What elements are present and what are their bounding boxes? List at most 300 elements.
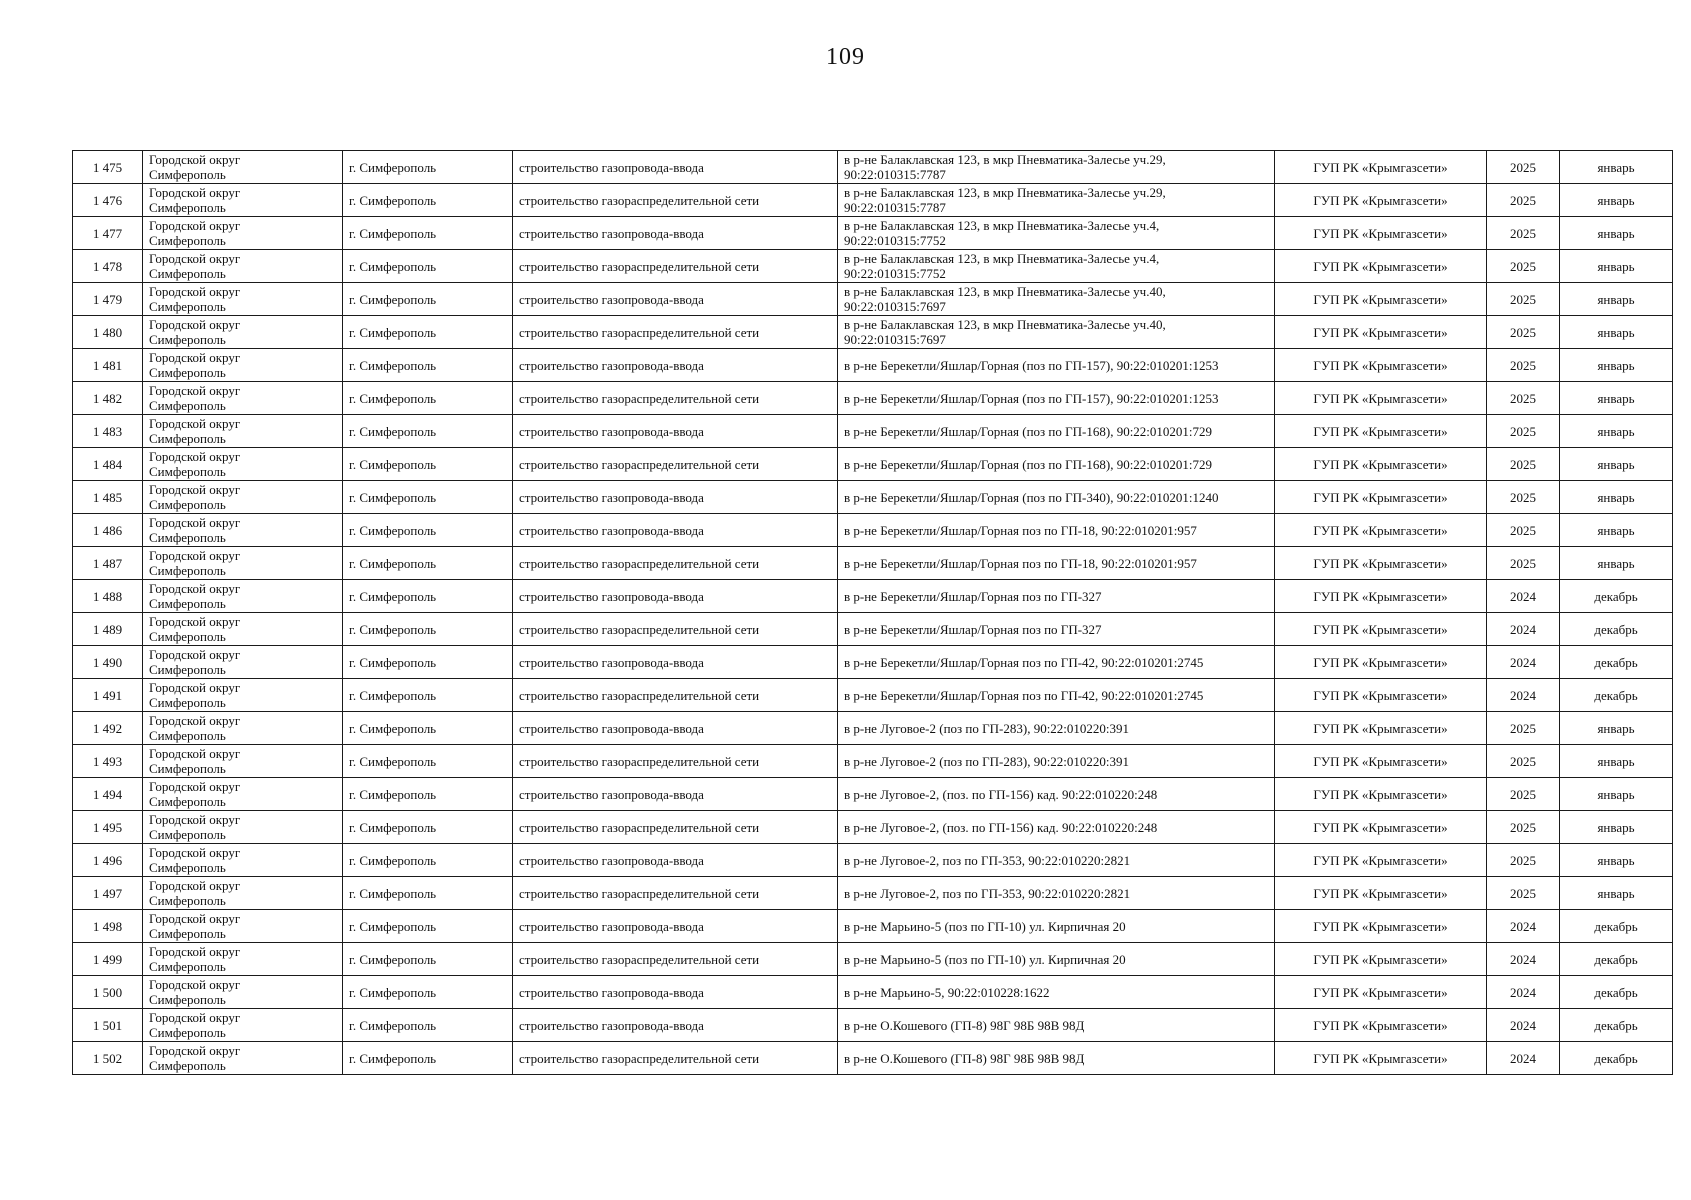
district-cell bbox=[143, 415, 343, 448]
address-cell-line: в р-не Балаклавская 123, в мкр Пневматика-Залесье уч.29, bbox=[844, 152, 1166, 167]
district-cell-line: Симферополь bbox=[149, 299, 226, 314]
organization-cell: ГУП РК «Крымгазсети» bbox=[1275, 613, 1487, 646]
month-cell: январь bbox=[1560, 811, 1673, 844]
row-number-cell: 1 479 bbox=[73, 283, 143, 316]
address-cell-line: в р-не О.Кошевого (ГП-8) 98Г 98Б 98В 98Д bbox=[844, 1050, 1085, 1066]
year-cell: 2025 bbox=[1487, 547, 1560, 580]
organization-cell: ГУП РК «Крымгазсети» bbox=[1275, 283, 1487, 316]
work-type-cell: строительство газораспределительной сети bbox=[513, 745, 838, 778]
district-cell-line: Городской округ bbox=[149, 515, 241, 530]
district-cell bbox=[143, 877, 343, 910]
district-cell-line: Симферополь bbox=[149, 431, 226, 446]
district-cell-line: Симферополь bbox=[149, 332, 226, 347]
address-cell-line: в р-не Берекетли/Яшлар/Горная поз по ГП-327 bbox=[844, 621, 1102, 637]
year-cell: 2025 bbox=[1487, 745, 1560, 778]
address-cell-line: в р-не Берекетли/Яшлар/Горная поз по ГП-327 bbox=[844, 588, 1102, 604]
month-cell: декабрь bbox=[1560, 646, 1673, 679]
table-row bbox=[73, 481, 1673, 514]
table-row bbox=[73, 184, 1673, 217]
organization-cell: ГУП РК «Крымгазсети» bbox=[1275, 514, 1487, 547]
location-cell: г. Симферополь bbox=[343, 283, 513, 316]
registry-table bbox=[72, 150, 1673, 1075]
district-cell bbox=[143, 679, 343, 712]
district-cell-line: Симферополь bbox=[149, 365, 226, 380]
location-cell: г. Симферополь bbox=[343, 448, 513, 481]
district-cell bbox=[143, 910, 343, 943]
year-cell: 2025 bbox=[1487, 217, 1560, 250]
location-cell: г. Симферополь bbox=[343, 844, 513, 877]
district-cell-line: Городской округ bbox=[149, 284, 241, 299]
address-cell bbox=[838, 184, 1275, 217]
organization-cell: ГУП РК «Крымгазсети» bbox=[1275, 250, 1487, 283]
address-cell bbox=[838, 745, 1275, 778]
row-number-cell: 1 481 bbox=[73, 349, 143, 382]
year-cell: 2025 bbox=[1487, 481, 1560, 514]
work-type-cell: строительство газораспределительной сети bbox=[513, 316, 838, 349]
district-cell-line: Симферополь bbox=[149, 992, 226, 1007]
year-cell: 2024 bbox=[1487, 943, 1560, 976]
district-cell bbox=[143, 580, 343, 613]
location-cell: г. Симферополь bbox=[343, 1042, 513, 1075]
organization-cell: ГУП РК «Крымгазсети» bbox=[1275, 217, 1487, 250]
district-cell bbox=[143, 217, 343, 250]
location-cell: г. Симферополь bbox=[343, 745, 513, 778]
district-cell-line: Городской округ bbox=[149, 416, 241, 431]
address-cell-line: в р-не Луговое-2, поз по ГП-353, 90:22:010220:2821 bbox=[844, 852, 1131, 868]
location-cell: г. Симферополь bbox=[343, 646, 513, 679]
table-row bbox=[73, 1042, 1673, 1075]
district-cell-line: Симферополь bbox=[149, 398, 226, 413]
organization-cell: ГУП РК «Крымгазсети» bbox=[1275, 745, 1487, 778]
work-type-cell: строительство газопровода-ввода bbox=[513, 481, 838, 514]
work-type-cell: строительство газораспределительной сети bbox=[513, 184, 838, 217]
district-cell-line: Городской округ bbox=[149, 647, 241, 662]
row-number-cell: 1 489 bbox=[73, 613, 143, 646]
district-cell-line: Городской округ bbox=[149, 449, 241, 464]
address-cell-line: в р-не Луговое-2, (поз. по ГП-156) кад. 90:22:010220:248 bbox=[844, 819, 1158, 835]
row-number-cell: 1 502 bbox=[73, 1042, 143, 1075]
address-cell-line: в р-не О.Кошевого (ГП-8) 98Г 98Б 98В 98Д bbox=[844, 1017, 1085, 1033]
row-number-cell: 1 501 bbox=[73, 1009, 143, 1042]
district-cell-line: Симферополь bbox=[149, 200, 226, 215]
district-cell bbox=[143, 250, 343, 283]
table-row bbox=[73, 250, 1673, 283]
location-cell: г. Симферополь bbox=[343, 910, 513, 943]
work-type-cell: строительство газораспределительной сети bbox=[513, 943, 838, 976]
table-row bbox=[73, 712, 1673, 745]
address-cell bbox=[838, 613, 1275, 646]
district-cell-line: Симферополь bbox=[149, 695, 226, 710]
address-cell bbox=[838, 580, 1275, 613]
work-type-cell: строительство газопровода-ввода bbox=[513, 514, 838, 547]
table-row bbox=[73, 217, 1673, 250]
address-cell-line: в р-не Марьино-5, 90:22:010228:1622 bbox=[844, 984, 1050, 1000]
year-cell: 2025 bbox=[1487, 316, 1560, 349]
month-cell: январь bbox=[1560, 547, 1673, 580]
year-cell: 2025 bbox=[1487, 250, 1560, 283]
district-cell-line: Городской округ bbox=[149, 218, 241, 233]
address-cell-line: в р-не Марьино-5 (поз по ГП-10) ул. Кирпичная 20 bbox=[844, 951, 1126, 967]
district-cell-line: Городской округ bbox=[149, 845, 241, 860]
table-row bbox=[73, 547, 1673, 580]
work-type-cell: строительство газопровода-ввода bbox=[513, 283, 838, 316]
address-cell bbox=[838, 976, 1275, 1009]
address-cell-line: в р-не Берекетли/Яшлар/Горная (поз по ГП-340), 90:22:010201:1240 bbox=[844, 489, 1219, 505]
month-cell: январь bbox=[1560, 745, 1673, 778]
district-cell-line: Городской округ bbox=[149, 878, 241, 893]
row-number-cell: 1 480 bbox=[73, 316, 143, 349]
district-cell-line: Городской округ bbox=[149, 746, 241, 761]
address-cell-line: 90:22:010315:7752 bbox=[844, 233, 946, 248]
address-cell bbox=[838, 349, 1275, 382]
table-row bbox=[73, 646, 1673, 679]
year-cell: 2024 bbox=[1487, 910, 1560, 943]
work-type-cell: строительство газопровода-ввода bbox=[513, 1009, 838, 1042]
district-cell-line: Городской округ bbox=[149, 614, 241, 629]
organization-cell: ГУП РК «Крымгазсети» bbox=[1275, 547, 1487, 580]
month-cell: январь bbox=[1560, 184, 1673, 217]
address-cell-line: 90:22:010315:7697 bbox=[844, 299, 946, 314]
table-row bbox=[73, 316, 1673, 349]
work-type-cell: строительство газопровода-ввода bbox=[513, 580, 838, 613]
location-cell: г. Симферополь bbox=[343, 778, 513, 811]
year-cell: 2024 bbox=[1487, 679, 1560, 712]
row-number-cell: 1 485 bbox=[73, 481, 143, 514]
address-cell bbox=[838, 250, 1275, 283]
district-cell-line: Городской округ bbox=[149, 779, 241, 794]
district-cell bbox=[143, 976, 343, 1009]
district-cell-line: Городской округ bbox=[149, 251, 241, 266]
district-cell-line: Городской округ bbox=[149, 1010, 241, 1025]
organization-cell: ГУП РК «Крымгазсети» bbox=[1275, 976, 1487, 1009]
address-cell bbox=[838, 877, 1275, 910]
district-cell-line: Городской округ bbox=[149, 581, 241, 596]
location-cell: г. Симферополь bbox=[343, 1009, 513, 1042]
district-cell bbox=[143, 382, 343, 415]
work-type-cell: строительство газораспределительной сети bbox=[513, 448, 838, 481]
location-cell: г. Симферополь bbox=[343, 250, 513, 283]
organization-cell: ГУП РК «Крымгазсети» bbox=[1275, 481, 1487, 514]
table-row bbox=[73, 415, 1673, 448]
district-cell bbox=[143, 1042, 343, 1075]
district-cell bbox=[143, 613, 343, 646]
district-cell-line: Симферополь bbox=[149, 563, 226, 578]
location-cell: г. Симферополь bbox=[343, 481, 513, 514]
address-cell-line: в р-не Берекетли/Яшлар/Горная (поз по ГП-168), 90:22:010201:729 bbox=[844, 456, 1213, 472]
month-cell: январь bbox=[1560, 448, 1673, 481]
address-cell-line: 90:22:010315:7787 bbox=[844, 167, 946, 182]
row-number-cell: 1 478 bbox=[73, 250, 143, 283]
work-type-cell: строительство газопровода-ввода bbox=[513, 217, 838, 250]
work-type-cell: строительство газораспределительной сети bbox=[513, 547, 838, 580]
location-cell: г. Симферополь bbox=[343, 811, 513, 844]
address-cell-line: в р-не Луговое-2, поз по ГП-353, 90:22:010220:2821 bbox=[844, 885, 1131, 901]
table-row bbox=[73, 778, 1673, 811]
district-cell bbox=[143, 448, 343, 481]
work-type-cell: строительство газопровода-ввода bbox=[513, 910, 838, 943]
year-cell: 2025 bbox=[1487, 382, 1560, 415]
row-number-cell: 1 475 bbox=[73, 151, 143, 184]
district-cell-line: Симферополь bbox=[149, 893, 226, 908]
year-cell: 2024 bbox=[1487, 1042, 1560, 1075]
month-cell: декабрь bbox=[1560, 943, 1673, 976]
district-cell-line: Городской округ bbox=[149, 482, 241, 497]
district-cell bbox=[143, 316, 343, 349]
location-cell: г. Симферополь bbox=[343, 151, 513, 184]
address-cell-line: в р-не Балаклавская 123, в мкр Пневматика-Залесье уч.4, bbox=[844, 218, 1160, 233]
row-number-cell: 1 484 bbox=[73, 448, 143, 481]
address-cell-line: в р-не Балаклавская 123, в мкр Пневматика-Залесье уч.40, bbox=[844, 284, 1166, 299]
address-cell bbox=[838, 1009, 1275, 1042]
table-row bbox=[73, 283, 1673, 316]
year-cell: 2025 bbox=[1487, 151, 1560, 184]
year-cell: 2025 bbox=[1487, 184, 1560, 217]
year-cell: 2025 bbox=[1487, 844, 1560, 877]
location-cell: г. Симферополь bbox=[343, 547, 513, 580]
address-cell bbox=[838, 1042, 1275, 1075]
work-type-cell: строительство газопровода-ввода bbox=[513, 151, 838, 184]
address-cell-line: в р-не Луговое-2, (поз. по ГП-156) кад. 90:22:010220:248 bbox=[844, 786, 1158, 802]
organization-cell: ГУП РК «Крымгазсети» bbox=[1275, 679, 1487, 712]
work-type-cell: строительство газораспределительной сети bbox=[513, 877, 838, 910]
month-cell: декабрь bbox=[1560, 613, 1673, 646]
month-cell: декабрь bbox=[1560, 976, 1673, 1009]
district-cell-line: Симферополь bbox=[149, 233, 226, 248]
district-cell-line: Городской округ bbox=[149, 812, 241, 827]
work-type-cell: строительство газопровода-ввода bbox=[513, 976, 838, 1009]
table-row bbox=[73, 613, 1673, 646]
year-cell: 2025 bbox=[1487, 811, 1560, 844]
month-cell: январь bbox=[1560, 877, 1673, 910]
organization-cell: ГУП РК «Крымгазсети» bbox=[1275, 151, 1487, 184]
row-number-cell: 1 498 bbox=[73, 910, 143, 943]
address-cell bbox=[838, 844, 1275, 877]
district-cell-line: Симферополь bbox=[149, 959, 226, 974]
table-row bbox=[73, 514, 1673, 547]
address-cell bbox=[838, 910, 1275, 943]
table-row bbox=[73, 943, 1673, 976]
district-cell-line: Симферополь bbox=[149, 497, 226, 512]
address-cell-line: в р-не Балаклавская 123, в мкр Пневматика-Залесье уч.4, bbox=[844, 251, 1160, 266]
month-cell: декабрь bbox=[1560, 679, 1673, 712]
address-cell bbox=[838, 283, 1275, 316]
month-cell: январь bbox=[1560, 349, 1673, 382]
organization-cell: ГУП РК «Крымгазсети» bbox=[1275, 316, 1487, 349]
table-row bbox=[73, 1009, 1673, 1042]
month-cell: январь bbox=[1560, 283, 1673, 316]
organization-cell: ГУП РК «Крымгазсети» bbox=[1275, 844, 1487, 877]
month-cell: январь bbox=[1560, 382, 1673, 415]
district-cell-line: Городской округ bbox=[149, 383, 241, 398]
row-number-cell: 1 499 bbox=[73, 943, 143, 976]
work-type-cell: строительство газораспределительной сети bbox=[513, 382, 838, 415]
location-cell: г. Симферополь bbox=[343, 184, 513, 217]
table-row bbox=[73, 448, 1673, 481]
location-cell: г. Симферополь bbox=[343, 712, 513, 745]
district-cell bbox=[143, 514, 343, 547]
organization-cell: ГУП РК «Крымгазсети» bbox=[1275, 1009, 1487, 1042]
address-cell bbox=[838, 481, 1275, 514]
district-cell-line: Симферополь bbox=[149, 728, 226, 743]
district-cell-line: Симферополь bbox=[149, 761, 226, 776]
year-cell: 2025 bbox=[1487, 877, 1560, 910]
district-cell-line: Симферополь bbox=[149, 464, 226, 479]
district-cell bbox=[143, 745, 343, 778]
row-number-cell: 1 483 bbox=[73, 415, 143, 448]
district-cell-line: Городской округ bbox=[149, 185, 241, 200]
district-cell-line: Городской округ bbox=[149, 152, 241, 167]
row-number-cell: 1 476 bbox=[73, 184, 143, 217]
organization-cell: ГУП РК «Крымгазсети» bbox=[1275, 184, 1487, 217]
work-type-cell: строительство газопровода-ввода bbox=[513, 349, 838, 382]
work-type-cell: строительство газораспределительной сети bbox=[513, 250, 838, 283]
month-cell: январь bbox=[1560, 217, 1673, 250]
organization-cell: ГУП РК «Крымгазсети» bbox=[1275, 778, 1487, 811]
district-cell-line: Симферополь bbox=[149, 860, 226, 875]
year-cell: 2024 bbox=[1487, 976, 1560, 1009]
work-type-cell: строительство газораспределительной сети bbox=[513, 1042, 838, 1075]
location-cell: г. Симферополь bbox=[343, 514, 513, 547]
address-cell-line: 90:22:010315:7697 bbox=[844, 332, 946, 347]
row-number-cell: 1 486 bbox=[73, 514, 143, 547]
location-cell: г. Симферополь bbox=[343, 580, 513, 613]
address-cell bbox=[838, 448, 1275, 481]
location-cell: г. Симферополь bbox=[343, 217, 513, 250]
year-cell: 2025 bbox=[1487, 778, 1560, 811]
month-cell: январь bbox=[1560, 481, 1673, 514]
address-cell-line: 90:22:010315:7787 bbox=[844, 200, 946, 215]
month-cell: декабрь bbox=[1560, 580, 1673, 613]
organization-cell: ГУП РК «Крымгазсети» bbox=[1275, 712, 1487, 745]
district-cell bbox=[143, 481, 343, 514]
district-cell-line: Городской округ bbox=[149, 944, 241, 959]
district-cell bbox=[143, 778, 343, 811]
location-cell: г. Симферополь bbox=[343, 976, 513, 1009]
table-row bbox=[73, 844, 1673, 877]
table-row bbox=[73, 679, 1673, 712]
address-cell-line: в р-не Берекетли/Яшлар/Горная (поз по ГП-157), 90:22:010201:1253 bbox=[844, 390, 1219, 406]
address-cell-line: 90:22:010315:7752 bbox=[844, 266, 946, 281]
year-cell: 2025 bbox=[1487, 712, 1560, 745]
district-cell-line: Городской округ bbox=[149, 350, 241, 365]
district-cell-line: Городской округ bbox=[149, 1043, 241, 1058]
address-cell bbox=[838, 679, 1275, 712]
district-cell bbox=[143, 1009, 343, 1042]
organization-cell: ГУП РК «Крымгазсети» bbox=[1275, 1042, 1487, 1075]
month-cell: декабрь bbox=[1560, 1042, 1673, 1075]
table-row bbox=[73, 910, 1673, 943]
year-cell: 2025 bbox=[1487, 514, 1560, 547]
month-cell: январь bbox=[1560, 778, 1673, 811]
organization-cell: ГУП РК «Крымгазсети» bbox=[1275, 448, 1487, 481]
row-number-cell: 1 482 bbox=[73, 382, 143, 415]
address-cell bbox=[838, 151, 1275, 184]
location-cell: г. Симферополь bbox=[343, 679, 513, 712]
table-row bbox=[73, 745, 1673, 778]
row-number-cell: 1 491 bbox=[73, 679, 143, 712]
work-type-cell: строительство газопровода-ввода bbox=[513, 415, 838, 448]
row-number-cell: 1 496 bbox=[73, 844, 143, 877]
district-cell-line: Симферополь bbox=[149, 596, 226, 611]
year-cell: 2024 bbox=[1487, 580, 1560, 613]
district-cell bbox=[143, 943, 343, 976]
registry-rows bbox=[73, 151, 1673, 1075]
month-cell: январь bbox=[1560, 514, 1673, 547]
month-cell: январь bbox=[1560, 712, 1673, 745]
month-cell: январь bbox=[1560, 415, 1673, 448]
page-number: 109 bbox=[826, 44, 865, 70]
work-type-cell: строительство газораспределительной сети bbox=[513, 679, 838, 712]
district-cell-line: Симферополь bbox=[149, 167, 226, 182]
table-row bbox=[73, 811, 1673, 844]
address-cell-line: в р-не Балаклавская 123, в мкр Пневматика-Залесье уч.40, bbox=[844, 317, 1166, 332]
district-cell-line: Симферополь bbox=[149, 266, 226, 281]
row-number-cell: 1 488 bbox=[73, 580, 143, 613]
year-cell: 2025 bbox=[1487, 448, 1560, 481]
address-cell bbox=[838, 646, 1275, 679]
location-cell: г. Симферополь bbox=[343, 349, 513, 382]
location-cell: г. Симферополь bbox=[343, 613, 513, 646]
organization-cell: ГУП РК «Крымгазсети» bbox=[1275, 580, 1487, 613]
district-cell bbox=[143, 151, 343, 184]
address-cell bbox=[838, 217, 1275, 250]
district-cell bbox=[143, 844, 343, 877]
district-cell-line: Симферополь bbox=[149, 662, 226, 677]
address-cell bbox=[838, 514, 1275, 547]
district-cell bbox=[143, 283, 343, 316]
row-number-cell: 1 494 bbox=[73, 778, 143, 811]
location-cell: г. Симферополь bbox=[343, 316, 513, 349]
location-cell: г. Симферополь bbox=[343, 415, 513, 448]
row-number-cell: 1 497 bbox=[73, 877, 143, 910]
row-number-cell: 1 493 bbox=[73, 745, 143, 778]
table-row bbox=[73, 349, 1673, 382]
month-cell: январь bbox=[1560, 151, 1673, 184]
organization-cell: ГУП РК «Крымгазсети» bbox=[1275, 811, 1487, 844]
year-cell: 2024 bbox=[1487, 646, 1560, 679]
district-cell-line: Городской округ bbox=[149, 548, 241, 563]
work-type-cell: строительство газопровода-ввода bbox=[513, 844, 838, 877]
location-cell: г. Симферополь bbox=[343, 877, 513, 910]
district-cell bbox=[143, 184, 343, 217]
work-type-cell: строительство газораспределительной сети bbox=[513, 613, 838, 646]
month-cell: декабрь bbox=[1560, 910, 1673, 943]
address-cell-line: в р-не Берекетли/Яшлар/Горная поз по ГП-42, 90:22:010201:2745 bbox=[844, 687, 1204, 703]
work-type-cell: строительство газопровода-ввода bbox=[513, 778, 838, 811]
year-cell: 2025 bbox=[1487, 283, 1560, 316]
district-cell-line: Городской округ bbox=[149, 977, 241, 992]
work-type-cell: строительство газораспределительной сети bbox=[513, 811, 838, 844]
address-cell-line: в р-не Балаклавская 123, в мкр Пневматика-Залесье уч.29, bbox=[844, 185, 1166, 200]
district-cell-line: Городской округ bbox=[149, 317, 241, 332]
year-cell: 2025 bbox=[1487, 415, 1560, 448]
row-number-cell: 1 500 bbox=[73, 976, 143, 1009]
address-cell bbox=[838, 382, 1275, 415]
district-cell bbox=[143, 712, 343, 745]
table-row bbox=[73, 580, 1673, 613]
organization-cell: ГУП РК «Крымгазсети» bbox=[1275, 646, 1487, 679]
district-cell-line: Симферополь bbox=[149, 794, 226, 809]
address-cell-line: в р-не Берекетли/Яшлар/Горная поз по ГП-18, 90:22:010201:957 bbox=[844, 555, 1197, 571]
district-cell bbox=[143, 811, 343, 844]
district-cell-line: Городской округ bbox=[149, 911, 241, 926]
address-cell-line: в р-не Луговое-2 (поз по ГП-283), 90:22:010220:391 bbox=[844, 753, 1130, 769]
address-cell bbox=[838, 415, 1275, 448]
address-cell bbox=[838, 811, 1275, 844]
address-cell-line: в р-не Луговое-2 (поз по ГП-283), 90:22:010220:391 bbox=[844, 720, 1130, 736]
table-row bbox=[73, 877, 1673, 910]
district-cell bbox=[143, 349, 343, 382]
